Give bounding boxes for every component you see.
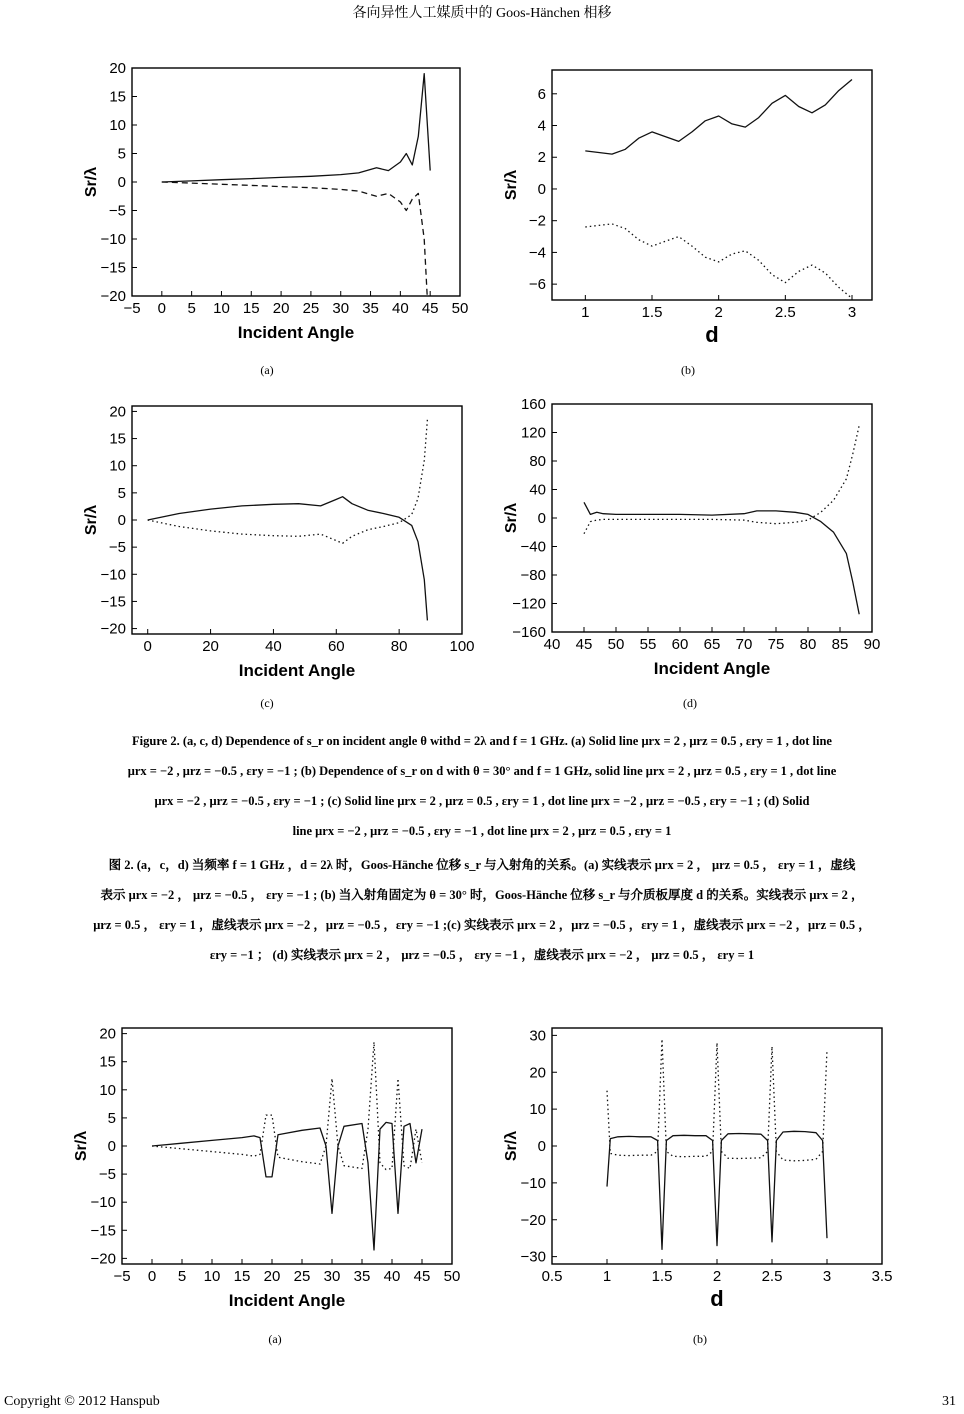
plot-frame bbox=[132, 406, 462, 634]
figure-caption-en bbox=[30, 726, 934, 846]
x-tick-label: 50 bbox=[607, 636, 625, 653]
y-tick-label: 15 bbox=[109, 88, 126, 106]
y-tick-label: −20 bbox=[520, 1211, 546, 1229]
y-tick-label: −15 bbox=[100, 593, 126, 611]
x-tick-label: 50 bbox=[443, 1268, 461, 1285]
x-tick-label: 45 bbox=[575, 636, 593, 653]
x-tick-label: 90 bbox=[863, 636, 881, 653]
plot-frame bbox=[552, 1028, 882, 1264]
x-tick-label: 1 bbox=[602, 1268, 612, 1285]
y-tick-label: 4 bbox=[537, 117, 546, 135]
dotted-series-line bbox=[152, 1042, 422, 1170]
x-tick-label: 1.5 bbox=[641, 304, 663, 321]
caption-line: εry = −1 ； (d) 实线表示 μrx = 2 ， μrz = −0.5 ， εry = −1 ，虚线表示 μrx = −2 ， μrz = 0.5 ， εry = 1 bbox=[209, 948, 755, 962]
x-tick-label: 50 bbox=[451, 300, 469, 317]
y-tick-label: 160 bbox=[520, 396, 546, 413]
chart-fig3b-svg bbox=[500, 1020, 900, 1320]
x-tick-label: 5 bbox=[187, 300, 196, 317]
dotted-series-line bbox=[162, 182, 427, 296]
solid-series-line bbox=[607, 1131, 827, 1249]
y-tick-label: 20 bbox=[109, 60, 126, 77]
x-tick-label: 20 bbox=[263, 1268, 281, 1285]
x-tick-label: 100 bbox=[449, 638, 475, 655]
x-tick-label: 60 bbox=[327, 638, 345, 655]
y-tick-label: 0 bbox=[537, 510, 546, 527]
caption-line: line μrx = −2 , μrz = −0.5 , εry = −1 , dot line μrx = 2 , μrz = 0.5 , εry = 1 bbox=[292, 824, 672, 838]
y-tick-label: −10 bbox=[100, 566, 126, 584]
caption-line: μrx = −2 , μrz = −0.5 , εry = −1 ; (c) Solid line μrx = 2 , μrz = 0.5 , εry = 1 , dot line μrx = −2 , μrz = −0.5 , εry = −1 ; (d) Solid bbox=[154, 794, 810, 808]
y-tick-label: 0 bbox=[117, 512, 126, 529]
dotted-series-line bbox=[584, 425, 859, 533]
y-tick-label: −20 bbox=[100, 620, 126, 638]
plot-frame bbox=[552, 404, 872, 632]
y-tick-label: −10 bbox=[520, 1174, 546, 1192]
x-tick-label: 60 bbox=[671, 636, 689, 653]
y-tick-label: 6 bbox=[537, 85, 546, 103]
x-tick-label: 0 bbox=[143, 638, 152, 655]
subfig-label: (a) bbox=[268, 1332, 282, 1346]
x-tick-label: 70 bbox=[735, 636, 753, 653]
x-tick-label: 40 bbox=[543, 636, 561, 653]
y-tick-label: 80 bbox=[529, 453, 546, 470]
solid-series-line bbox=[585, 80, 852, 155]
chart-fig2d-svg bbox=[500, 398, 890, 688]
y-tick-label: 10 bbox=[99, 1081, 116, 1099]
chart-fig2d bbox=[500, 398, 890, 688]
x-tick-label: 30 bbox=[323, 1268, 341, 1285]
y-tick-label: 40 bbox=[529, 481, 546, 499]
y-axis-label: Sr/λ bbox=[503, 502, 520, 534]
x-tick-label: 10 bbox=[203, 1268, 221, 1285]
y-axis-label: Sr/λ bbox=[503, 1130, 520, 1162]
x-tick-label: 40 bbox=[265, 638, 282, 655]
y-tick-label: 120 bbox=[520, 424, 546, 442]
caption-line: μrz = 0.5 ， εry = 1 ，虚线表示 μrx = −2 ，μrz = −0.5 ，εry = −1 ;(c) 实线表示 μrx = 2 ，μrz = −0.5 ，εry = 1 ，虚线表示 μrx = −2 ，μrz = 0.5 ， bbox=[93, 918, 871, 932]
x-tick-label: 0 bbox=[157, 300, 166, 317]
y-tick-label: −4 bbox=[528, 244, 546, 262]
x-tick-label: 15 bbox=[242, 300, 260, 317]
y-tick-label: −40 bbox=[520, 538, 546, 556]
solid-series-line bbox=[152, 1122, 422, 1250]
x-tick-label: 55 bbox=[639, 636, 657, 653]
subfig-label: (d) bbox=[683, 696, 697, 710]
chart-fig3a bbox=[70, 1020, 470, 1320]
x-tick-label: 45 bbox=[421, 300, 439, 317]
dotted-series-line bbox=[148, 420, 428, 544]
chart-fig3a-svg bbox=[70, 1020, 470, 1320]
x-tick-label: 10 bbox=[213, 300, 230, 317]
x-axis-label: Incident Angle bbox=[228, 1291, 346, 1310]
x-tick-label: 80 bbox=[390, 638, 408, 655]
x-tick-label: 75 bbox=[767, 636, 785, 653]
x-tick-label: 2.5 bbox=[774, 304, 796, 321]
x-tick-label: 25 bbox=[302, 300, 320, 317]
x-axis-label: d bbox=[710, 1286, 724, 1311]
chart-fig3b bbox=[500, 1020, 900, 1320]
y-tick-label: 15 bbox=[99, 1053, 116, 1071]
chart-fig2a bbox=[80, 60, 475, 350]
x-tick-label: 2 bbox=[714, 304, 723, 321]
caption-line: Figure 2. (a, c, d) Dependence of s_r on incident angle θ withd = 2λ and f = 1 GHz. (a) Solid line μrx = 2 , μrz = 0.5 , εry = 1 , dot line bbox=[132, 734, 832, 748]
x-tick-label: 2 bbox=[712, 1268, 722, 1285]
y-tick-label: 5 bbox=[117, 145, 126, 163]
y-tick-label: −2 bbox=[528, 212, 546, 230]
y-tick-label: −20 bbox=[100, 288, 126, 305]
y-tick-label: 0 bbox=[107, 1138, 116, 1155]
x-tick-label: 25 bbox=[293, 1268, 311, 1285]
x-tick-label: 20 bbox=[202, 638, 219, 655]
x-tick-label: 40 bbox=[383, 1268, 401, 1285]
x-tick-label: 1.5 bbox=[651, 1268, 673, 1285]
x-tick-label: 20 bbox=[272, 300, 290, 317]
x-tick-label: −5 bbox=[113, 1268, 131, 1285]
y-tick-label: 10 bbox=[109, 117, 126, 134]
x-axis-label: Incident Angle bbox=[237, 323, 355, 342]
solid-series-line bbox=[162, 74, 430, 182]
y-tick-label: −20 bbox=[90, 1250, 116, 1268]
y-tick-label: −10 bbox=[90, 1194, 116, 1212]
caption-line: μrx = −2 , μrz = −0.5 , εry = −1 ; (b) Dependence of s_r on d with θ = 30° and f = 1 GHz, solid line μrx = 2 , μrz = 0.5 , εry = 1 , dot line bbox=[127, 764, 837, 778]
y-tick-label: 20 bbox=[529, 1064, 546, 1082]
x-tick-label: 85 bbox=[831, 636, 849, 653]
chart-fig2b-svg bbox=[500, 60, 890, 350]
chart-fig2c-svg bbox=[80, 398, 480, 688]
chart-fig2b bbox=[500, 60, 890, 350]
caption-line: 表示 μrx = −2 ， μrz = −0.5 ， εry = −1 ; (b) 当入射角固定为 θ = 30° 时，Goos-Hänche 位移 s_r 与介质板厚度 d 的关系。实线表示 μrx = 2 ， bbox=[100, 888, 864, 902]
y-tick-label: −15 bbox=[90, 1222, 116, 1240]
subfig-label: (b) bbox=[693, 1332, 707, 1346]
x-tick-label: 65 bbox=[703, 636, 721, 653]
y-tick-label: 20 bbox=[99, 1025, 116, 1043]
y-tick-label: 20 bbox=[109, 403, 126, 421]
x-tick-label: 2.5 bbox=[761, 1268, 783, 1285]
subfig-label: (c) bbox=[260, 696, 274, 710]
y-tick-label: 10 bbox=[529, 1101, 546, 1119]
x-tick-label: 35 bbox=[362, 300, 379, 317]
copyright: Copyright © 2012 Hanspub bbox=[4, 1394, 160, 1409]
page-number: 31 bbox=[942, 1394, 956, 1409]
x-tick-label: 40 bbox=[392, 300, 409, 317]
figure-caption-cn bbox=[4, 850, 960, 970]
x-tick-label: 1 bbox=[581, 304, 590, 321]
y-tick-label: −5 bbox=[108, 539, 126, 557]
y-tick-label: 0 bbox=[537, 180, 546, 198]
x-tick-label: 3 bbox=[822, 1268, 832, 1285]
y-axis-label: Sr/λ bbox=[503, 169, 520, 201]
caption-line: 图 2. (a，c，d) 当频率 f = 1 GHz ，d = 2λ 时，Goos-Hänche 位移 s_r 与入射角的关系。(a) 实线表示 μrx = 2 ， μrz = 0.5 ， εry = 1 ，虚线 bbox=[108, 858, 856, 872]
y-tick-label: 0 bbox=[537, 1138, 546, 1155]
page-header: 各向异性人工媒质中的 Goos-Hänchen 相移 bbox=[352, 6, 612, 21]
x-tick-label: 30 bbox=[332, 300, 350, 317]
dotted-series-line bbox=[607, 1039, 827, 1161]
y-tick-label: 30 bbox=[529, 1027, 546, 1045]
x-tick-label: 45 bbox=[413, 1268, 431, 1285]
subfig-label: (a) bbox=[260, 363, 274, 377]
x-tick-label: 15 bbox=[233, 1268, 251, 1285]
x-tick-label: 3.5 bbox=[871, 1268, 893, 1285]
x-tick-label: 0 bbox=[147, 1268, 157, 1285]
x-tick-label: 80 bbox=[799, 636, 817, 653]
x-tick-label: −5 bbox=[123, 300, 141, 317]
x-tick-label: 5 bbox=[177, 1268, 187, 1285]
plot-frame bbox=[132, 68, 460, 296]
x-axis-label: Incident Angle bbox=[653, 659, 771, 678]
subfig-label: (b) bbox=[681, 363, 695, 377]
y-tick-label: 2 bbox=[537, 149, 546, 167]
y-tick-label: −120 bbox=[512, 595, 546, 613]
y-tick-label: −160 bbox=[512, 624, 546, 641]
x-axis-label: Incident Angle bbox=[238, 661, 356, 680]
plot-frame bbox=[552, 70, 872, 300]
y-tick-label: −30 bbox=[520, 1248, 546, 1266]
x-axis-label: d bbox=[705, 322, 719, 347]
chart-fig2c bbox=[80, 398, 480, 688]
y-tick-label: −10 bbox=[100, 231, 126, 248]
y-tick-label: −5 bbox=[98, 1166, 116, 1184]
y-tick-label: −15 bbox=[100, 259, 126, 277]
y-tick-label: 10 bbox=[109, 457, 126, 475]
y-axis-label: Sr/λ bbox=[83, 504, 100, 536]
x-tick-label: 0.5 bbox=[541, 1268, 563, 1285]
dotted-series-line bbox=[585, 224, 852, 299]
y-tick-label: −6 bbox=[528, 276, 546, 294]
y-tick-label: 15 bbox=[109, 430, 126, 448]
y-tick-label: −80 bbox=[520, 567, 546, 584]
y-axis-label: Sr/λ bbox=[83, 166, 100, 198]
chart-fig2a-svg bbox=[80, 60, 475, 350]
x-tick-label: 3 bbox=[847, 304, 857, 321]
y-tick-label: 5 bbox=[117, 484, 126, 502]
y-tick-label: 5 bbox=[107, 1109, 116, 1127]
x-tick-label: 35 bbox=[353, 1268, 371, 1285]
y-tick-label: −5 bbox=[108, 202, 126, 220]
y-axis-label: Sr/λ bbox=[73, 1130, 90, 1162]
solid-series-line bbox=[148, 497, 428, 621]
y-tick-label: 0 bbox=[117, 174, 126, 191]
